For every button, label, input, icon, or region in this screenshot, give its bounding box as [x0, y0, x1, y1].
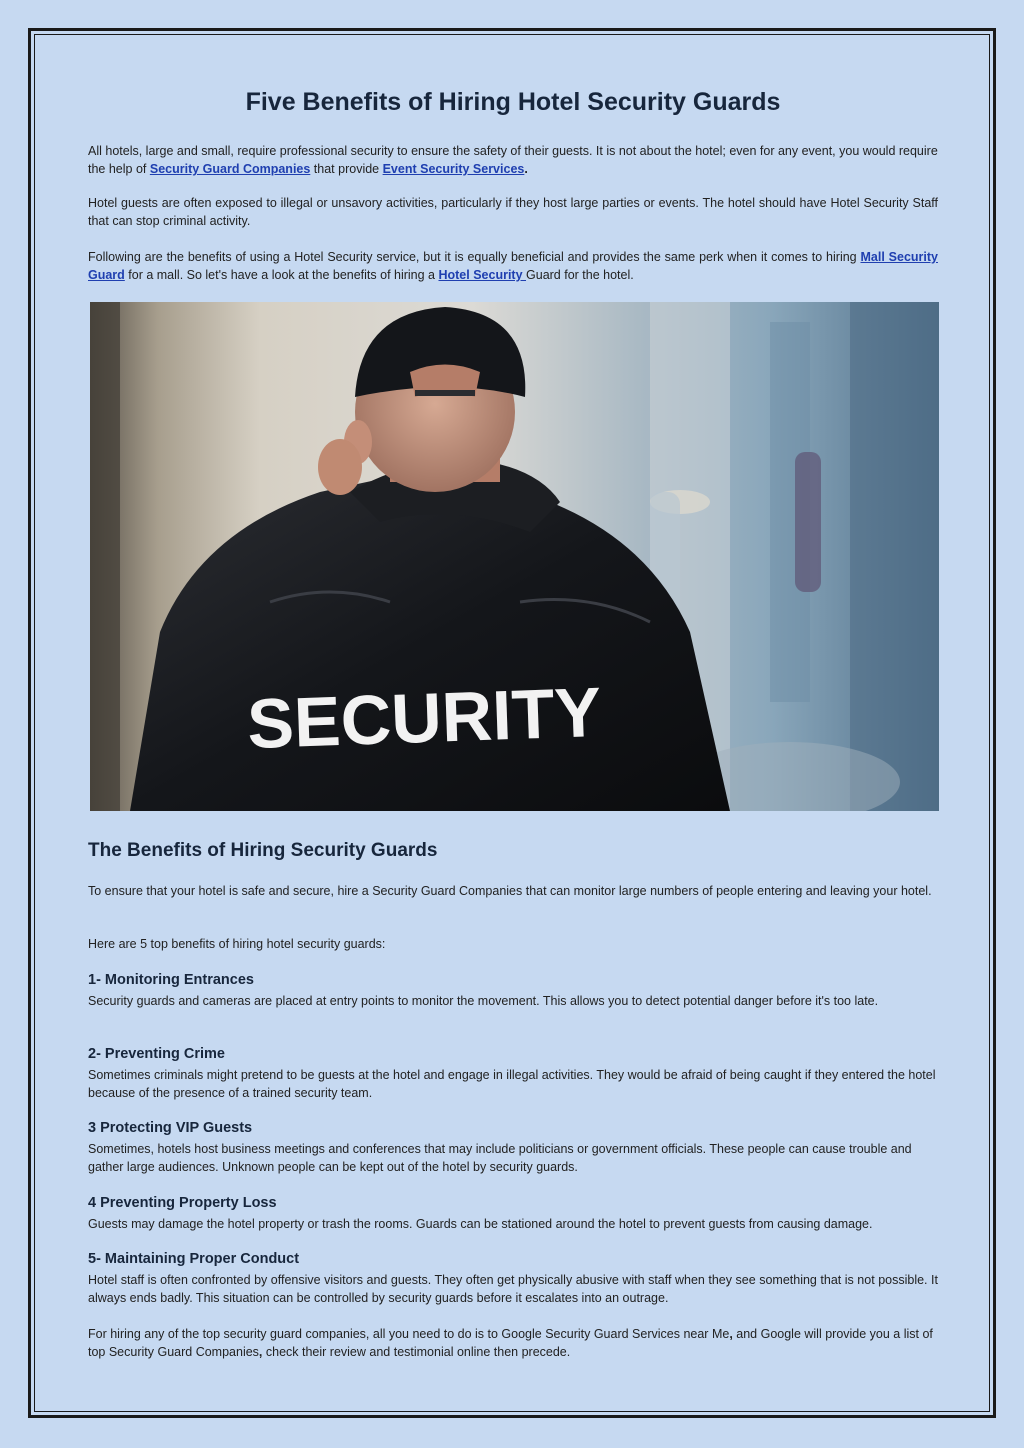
benefit-3-title: 3 Protecting VIP Guests: [88, 1120, 253, 1136]
intro-text: Following are the benefits of using a Hotel Security service, but it is equally beneficial and provides the same perk when it comes to hiring: [88, 250, 861, 264]
intro-text: for a mall. So let's have a look at the benefits of hiring a: [124, 268, 439, 282]
closing-text: ,: [258, 1345, 263, 1359]
event-security-services-link[interactable]: Event Security Services: [382, 162, 525, 176]
intro-paragraph-2: Hotel guests are often exposed to illegal or unsavory activities, particularly if they host large parties or events. The hotel should have Hotel Security Staff that can stop criminal activity.: [88, 196, 938, 228]
benefits-lead: Here are 5 top benefits of hiring hotel security guards:: [88, 937, 386, 951]
closing-text: check their review and testimonial online then precede.: [262, 1345, 571, 1359]
intro-paragraph-3: [88, 248, 938, 284]
security-guard-photo: [90, 302, 939, 811]
intro-paragraph-1: [88, 142, 938, 178]
hotel-security-link[interactable]: Hotel Security: [438, 268, 527, 282]
page-title: Five Benefits of Hiring Hotel Security Guards: [245, 88, 781, 116]
benefits-intro: To ensure that your hotel is safe and secure, hire a Security Guard Companies that can monitor large numbers of people entering and leaving your hotel.: [88, 884, 932, 898]
jacket-text: SECURITY: [245, 672, 603, 764]
intro-text: All hotels, large and small, require professional security to ensure the safety of their guests. It is not about the hotel; even for any event, you would require the help of: [88, 144, 938, 176]
closing-text: ,: [729, 1327, 733, 1341]
closing-paragraph: [88, 1325, 938, 1361]
benefit-3-text: Sometimes, hotels host business meetings and conferences that may include politicians or government officials. These people can cause trouble and gather large audiences. Unknown people can be kept out of the hotel by security guards.: [88, 1142, 912, 1174]
intro-text: Guard for the hotel.: [526, 268, 634, 282]
security-guard-companies-link[interactable]: Security Guard Companies: [149, 162, 311, 176]
benefit-5-title: 5- Maintaining Proper Conduct: [88, 1251, 300, 1267]
intro-text: .: [524, 162, 528, 176]
benefit-4-text: Guests may damage the hotel property or trash the rooms. Guards can be stationed around the hotel to prevent guests from causing damage.: [88, 1217, 873, 1231]
mall-security-guard-link[interactable]: Mall Security Guard: [88, 250, 938, 282]
benefit-1-text: Security guards and cameras are placed at entry points to monitor the movement. This allows you to detect potential danger before it's too late.: [88, 994, 879, 1008]
security-guard-illustration: [90, 302, 939, 811]
intro-text: that provide: [310, 162, 383, 176]
closing-text: For hiring any of the top security guard companies, all you need to do is to Google Security Guard Services near Me: [88, 1327, 730, 1341]
benefit-2-title: 2- Preventing Crime: [88, 1046, 225, 1062]
benefits-heading: The Benefits of Hiring Security Guards: [88, 840, 438, 861]
benefit-1-title: 1- Monitoring Entrances: [88, 972, 254, 988]
benefit-2-text: Sometimes criminals might pretend to be guests at the hotel and engage in illegal activities. They would be afraid of being caught if they entered the hotel because of the presence of a trained security team.: [88, 1068, 936, 1100]
closing-text: and Google will provide you a list of top Security Guard Companies: [88, 1327, 933, 1359]
benefit-5-text: Hotel staff is often confronted by offensive visitors and guests. They often get physically abusive with staff when they see something that is not possible. It always ends badly. This situation can be controlled by security guards before it escalates into an outrage.: [88, 1273, 938, 1305]
benefit-4-title: 4 Preventing Property Loss: [88, 1195, 277, 1211]
